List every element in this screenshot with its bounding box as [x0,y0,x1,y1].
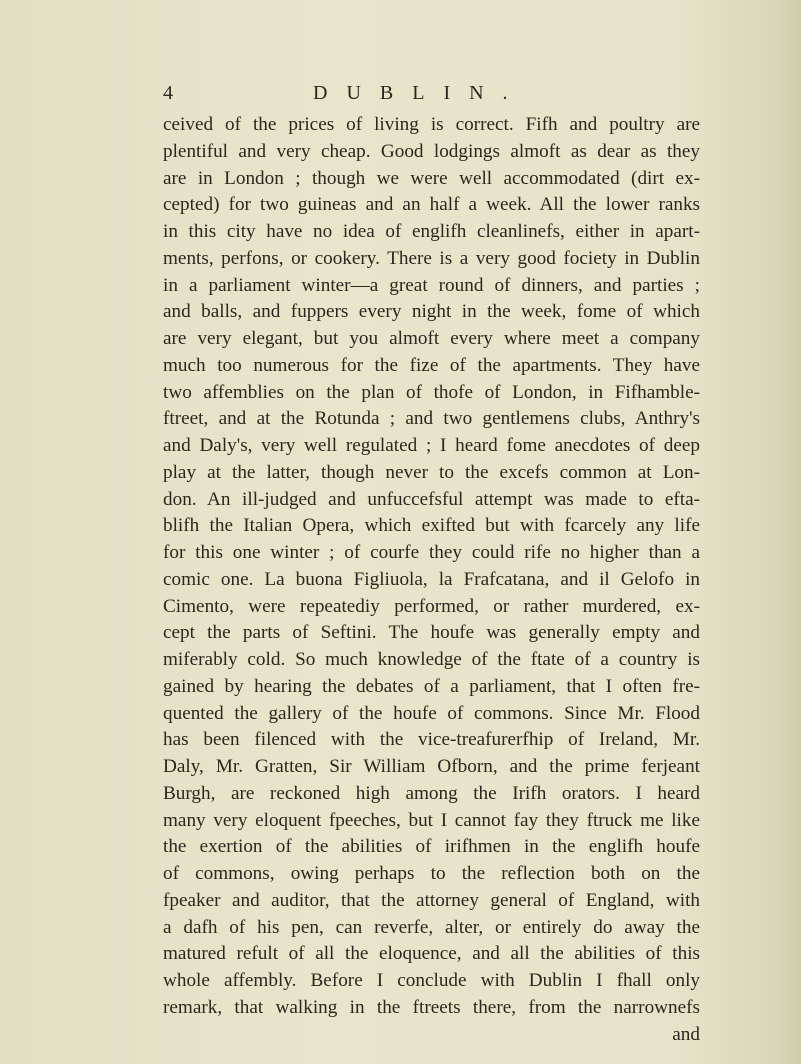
text-line: and balls, and fuppers every night in the week, fome of which [163,301,700,323]
page-number: 4 [163,82,173,104]
text-line: ments, perfons, or cookery. There is a very good fociety in Dublin [163,247,700,269]
text-line: are very elegant, but you almoft every where meet a company [163,328,700,349]
text-line: matured refult of all the eloquence, and all the abilities of this [163,943,700,965]
text-line: in this city have no idea of englifh cleanlinefs, either in apart- [163,221,700,242]
text-line: Burgh, are reckoned high among the Irifh orators. I heard [163,782,700,804]
running-title: DUBLIN. [313,82,527,104]
text-line: play at the latter, though never to the excefs common at Lon- [163,461,700,483]
text-line: in a parliament winter—a great round of dinners, and parties ; [163,274,700,296]
text-line: many very eloquent fpeeches, but I cannot fay they ftruck me like [163,809,700,831]
text-line: plentiful and very cheap. Good lodgings almoft as dear as they [163,140,700,162]
text-line: Daly, Mr. Gratten, Sir William Ofborn, and the prime ferjeant [163,756,700,777]
text-line: much too numerous for the fize of the apartments. They have [163,354,700,376]
text-line: has been filenced with the vice-treafurerfhip of Ireland, Mr. [163,729,700,751]
text-line: remark, that walking in the ftreets there, from the narrownefs [163,996,700,1018]
text-line: comic one. La buona Figliuola, la Frafcatana, and il Gelofo in [163,568,700,590]
text-line: miferably cold. So much knowledge of the ftate of a country is [163,649,700,670]
text-line: fpeaker and auditor, that the attorney general of England, with [163,889,700,911]
text-line: a dafh of his pen, can reverfe, alter, or entirely do away the [163,916,700,938]
text-line: whole affembly. Before I conclude with Dublin I fhall only [163,970,700,991]
text-line: for this one winter ; of courfe they could rife no higher than a [163,542,700,563]
text-line: of commons, owing perhaps to the reflection both on the [163,863,700,884]
text-line: the exertion of the abilities of irifhmen in the englifh houfe [163,836,700,858]
text-line: cept the parts of Seftini. The houfe was generally empty and [163,622,700,644]
body-text [163,112,700,1048]
text-line: ceived of the prices of living is correct. Fifh and poultry are [163,114,700,135]
text-line: two affemblies on the plan of thofe of London, in Fifhamble- [163,381,700,403]
text-line: cepted) for two guineas and an half a week. All the lower ranks [163,194,700,216]
text-line: blifh the Italian Opera, which exifted but with fcarcely any life [163,515,700,537]
text-line: quented the gallery of the houfe of commons. Since Mr. Flood [163,702,700,724]
page-header [163,82,703,108]
text-line: don. An ill-judged and unfuccefsful attempt was made to efta- [163,488,700,510]
text-line: and Daly's, very well regulated ; I heard fome anecdotes of deep [163,435,700,456]
text-line: Cimento, were repeatediy performed, or rather murdered, ex- [163,595,700,617]
text-line: gained by hearing the debates of a parliament, that I often fre- [163,675,700,697]
text-line: and [672,1023,700,1045]
text-line: ftreet, and at the Rotunda ; and two gentlemens clubs, Anthry's [163,408,700,430]
text-line: are in London ; though we were well accommodated (dirt ex- [163,167,700,189]
